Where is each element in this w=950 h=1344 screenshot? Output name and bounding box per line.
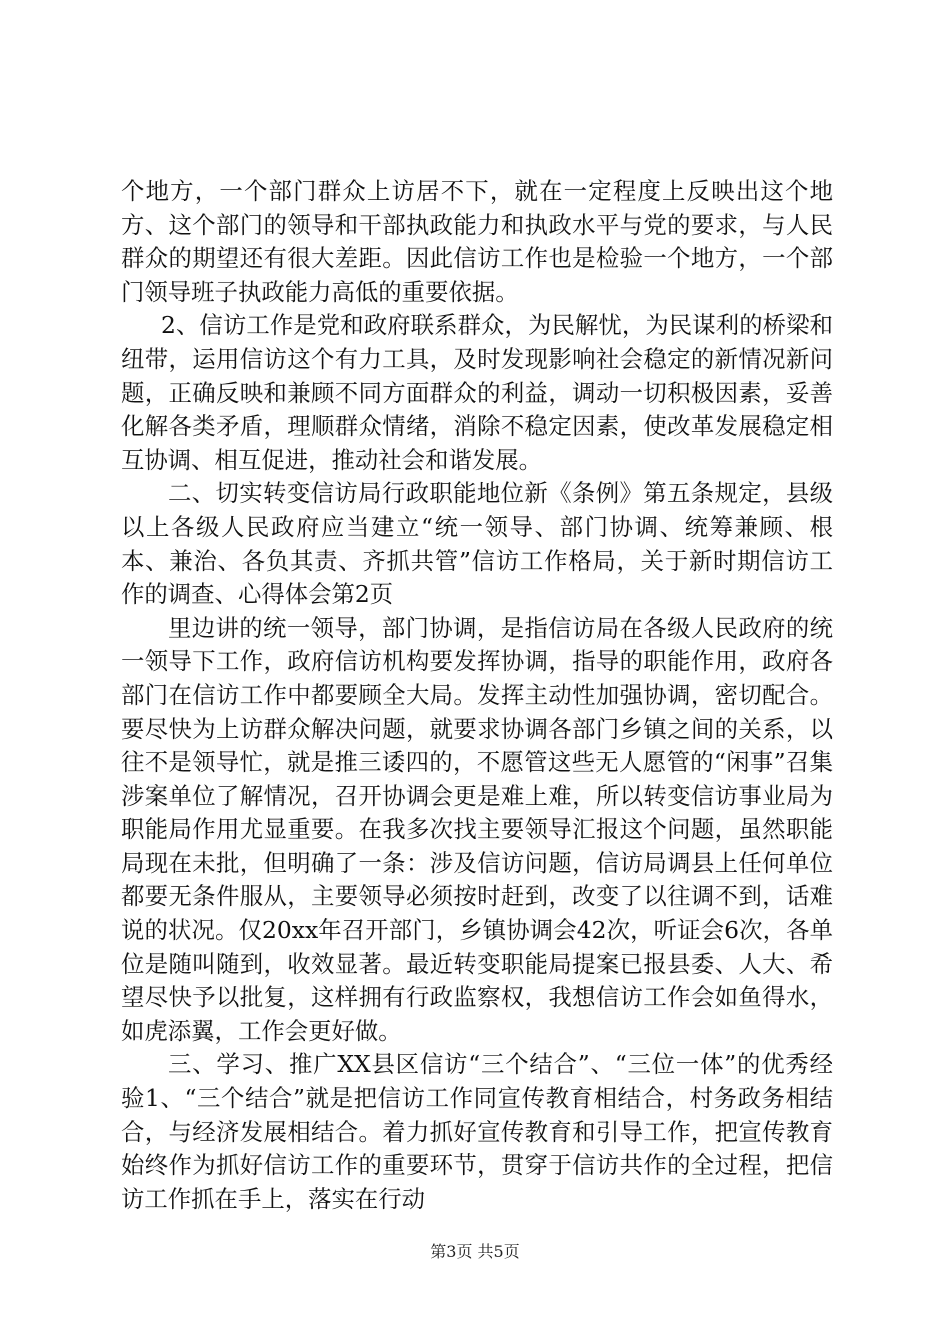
page-footer: 第3页 共5页: [430, 1242, 520, 1261]
paragraph-point-2: 2、信访工作是党和政府联系群众，为民解忧，为民谋利的桥梁和纽带，运用信访这个有力工具，及时发现影响社会稳定的新情况新问题，正确反映和兼顾不同方面群众的利益，调动一切积极因素，妥善化解各类矛盾，理顺群众情绪，消除不稳定因素，使改革发展稳定相互协调、相互促进，推动社会和谐发展。: [121, 311, 833, 474]
paragraph-unified-leadership: 里边讲的统一领导，部门协调，是指信访局在各级人民政府的统一领导下工作，政府信访机构要发挥协调，指导的职能作用，政府各部门在信访工作中都要顾全大局。发挥主动性加强协调，密切配合。要尽快为上访群众解决问题，就要求协调各部门乡镇之间的关系，以往不是领导忙，就是推三诿四的，不愿管这些无人愿管的“闲事”召集涉案单位了解情况，召开协调会更是难上难，所以转变信访事业局为职能局作用尤显重要。在我多次找主要领导汇报这个问题，虽然职能局现在未批，但明确了一条：涉及信访问题，信访局调县上任何单位都要无条件服从，主要领导必须按时赶到，改变了以往调不到，话难说的状况。仅20xx年召开部门，乡镇协调会42次，听证会6次，各单位是随叫随到，收效显著。最近转变职能局提案已报县委、人大、希望尽快予以批复，这样拥有行政监察权，我想信访工作会如鱼得水，如虎添翼，工作会更好做。: [121, 613, 833, 1045]
document-body: [121, 175, 833, 1216]
paragraph-section-2: 二、切实转变信访局行政职能地位新《条例》第五条规定，县级以上各级人民政府应当建立“统一领导、部门协调、统筹兼顾、根本、兼治、各负其责、齐抓共管”信访工作格局，关于新时期信访工作的调查、心得体会第2页: [121, 479, 833, 609]
paragraph-section-3: 三、学习、推广XX县区信访“三个结合”、“三位一体”的优秀经验1、“三个结合”就是把信访工作同宣传教育相结合，村务政务相结合，与经济发展相结合。着力抓好宣传教育和引导工作，把宣传教育始终作为抓好信访工作的重要环节，贯穿于信访共作的全过程，把信访工作抓在手上，落实在行动: [121, 1050, 833, 1213]
paragraph-continuation: 个地方，一个部门群众上访居不下，就在一定程度上反映出这个地方、这个部门的领导和干部执政能力和执政水平与党的要求，与人民群众的期望还有很大差距。因此信访工作也是检验一个地方，一个部门领导班子执政能力高低的重要依据。: [121, 177, 833, 306]
